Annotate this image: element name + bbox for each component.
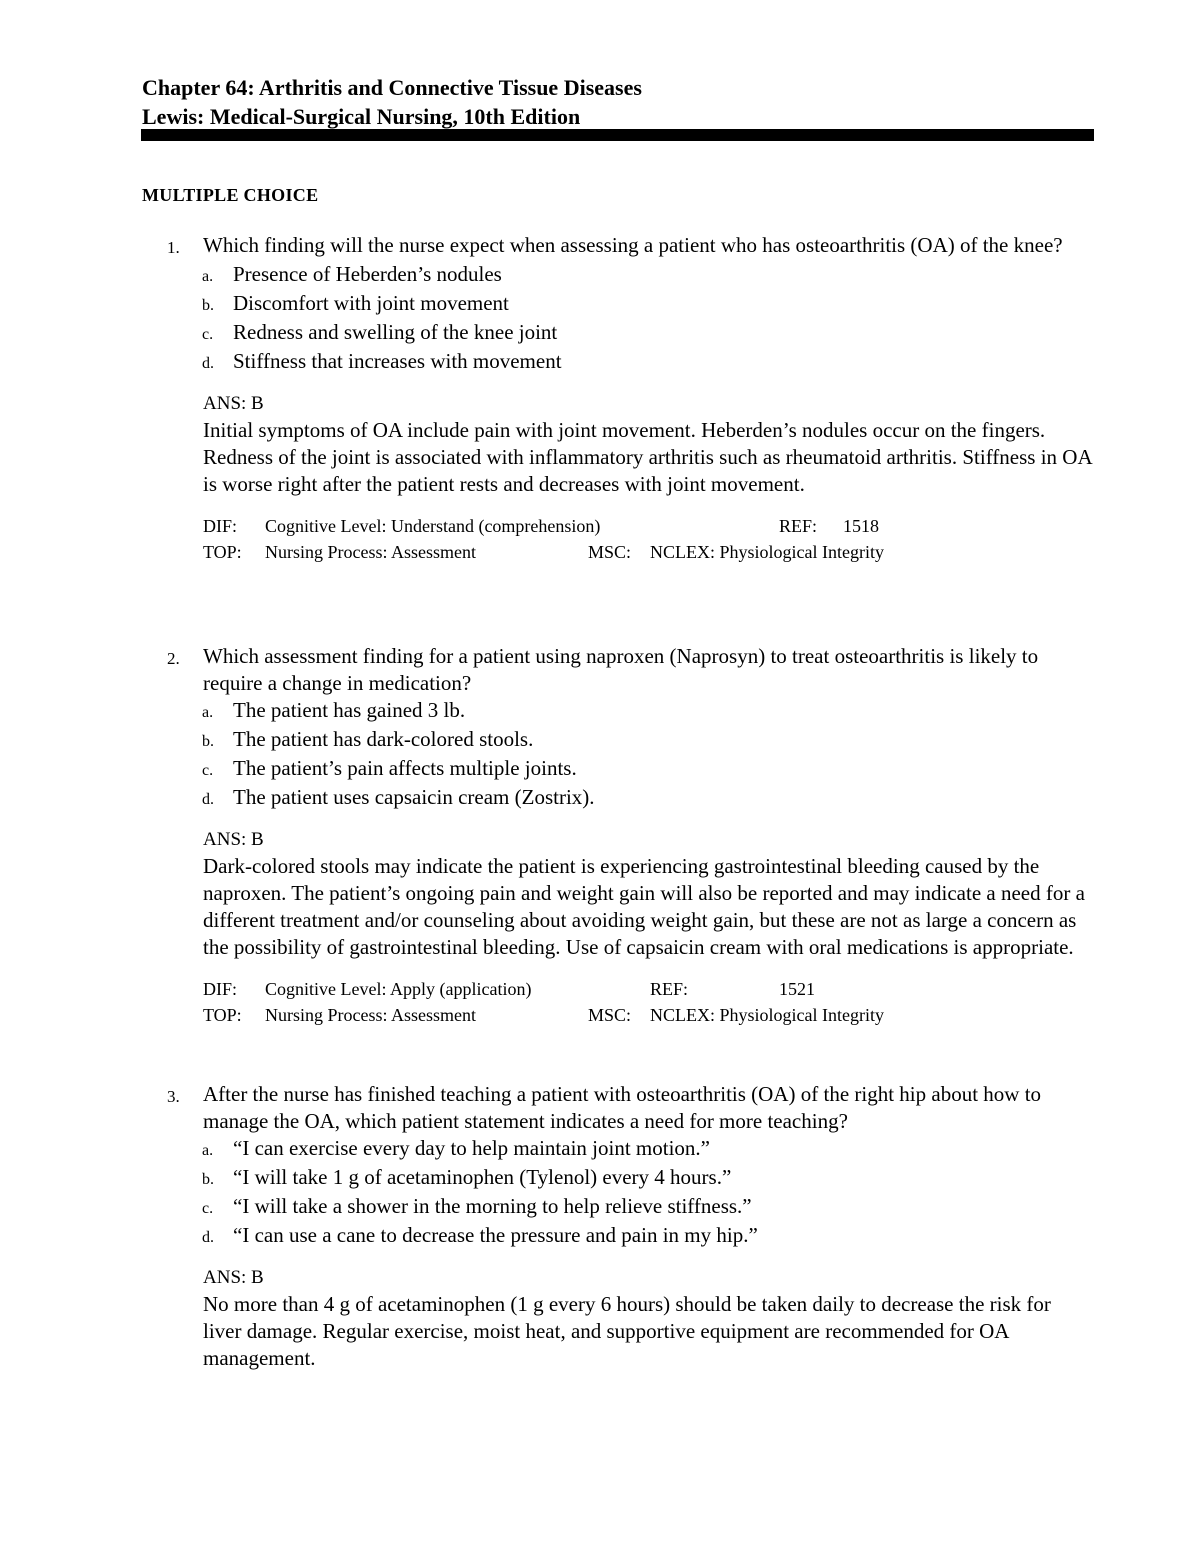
top-value: Nursing Process: Assessment <box>265 542 476 562</box>
top-value: Nursing Process: Assessment <box>265 1005 476 1025</box>
rationale: No more than 4 g of acetaminophen (1 g every 6 hours) should be taken daily to decrease the risk for liver damage. Regular exercise, moist heat, and supportive equipment are recommended for OA management. <box>203 1292 1051 1370</box>
header-rule <box>141 129 1094 141</box>
dif-value: Cognitive Level: Understand (comprehension) <box>265 516 601 536</box>
msc-value: NCLEX: Physiological Integrity <box>650 1005 884 1025</box>
option-letter: a. <box>202 268 214 285</box>
top-label: TOP: <box>203 1005 242 1025</box>
option-d <box>202 784 1102 813</box>
option-b <box>202 1164 1102 1193</box>
option-letter: b. <box>202 297 214 314</box>
option-letter: d. <box>202 355 214 372</box>
option-text: The patient has gained 3 lb. <box>233 698 466 722</box>
option-text: “I can use a cane to decrease the pressure and pain in my hip.” <box>233 1223 758 1247</box>
option-text: The patient’s pain affects multiple joints. <box>233 756 577 780</box>
option-letter: c. <box>202 1200 214 1217</box>
dif-label: DIF: <box>203 979 238 999</box>
book-title: Lewis: Medical-Surgical Nursing, 10th Edition <box>142 104 581 129</box>
ref-label: REF: <box>650 979 689 999</box>
question-stem: Which finding will the nurse expect when assessing a patient who has osteoarthritis (OA) of the knee? <box>203 233 1063 257</box>
question-3 <box>142 1081 1102 1372</box>
option-c <box>202 1193 1102 1222</box>
question-2 <box>142 643 1102 1028</box>
option-text: “I will take a shower in the morning to help relieve stiffness.” <box>233 1194 752 1218</box>
option-text: The patient has dark-colored stools. <box>233 727 534 751</box>
rationale: Initial symptoms of OA include pain with joint movement. Heberden’s nodules occur on the fingers. Redness of the joint is associated with inflammatory arthritis such as rheumatoid arthritis. Stiffness in OA is worse right after the patient rests and decreases with joint movement. <box>203 418 1092 496</box>
option-letter: d. <box>202 1229 214 1246</box>
answer: ANS: B <box>203 1267 264 1288</box>
options-list <box>202 1135 1102 1251</box>
option-letter: a. <box>202 1142 214 1159</box>
answer: ANS: B <box>203 393 264 414</box>
ref-value: 1518 <box>843 516 879 536</box>
msc-label: MSC: <box>588 542 632 562</box>
msc-label: MSC: <box>588 1005 632 1025</box>
option-b <box>202 290 1102 319</box>
option-text: Presence of Heberden’s nodules <box>233 262 502 286</box>
option-text: “I will take 1 g of acetaminophen (Tylenol) every 4 hours.” <box>233 1165 732 1189</box>
rationale: Dark-colored stools may indicate the patient is experiencing gastrointestinal bleeding caused by the naproxen. The patient’s ongoing pain and weight gain will also be reported and may indicate a need for a different treatment and/or counseling about avoiding weight gain, but these are not as large a concern as the possibility of gastrointestinal bleeding. Use of capsaicin cream with oral medications is appropriate. <box>203 854 1085 959</box>
option-c <box>202 319 1102 348</box>
option-text: The patient uses capsaicin cream (Zostrix). <box>233 785 595 809</box>
option-letter: b. <box>202 733 214 750</box>
chapter-title: Chapter 64: Arthritis and Connective Tissue Diseases <box>142 75 642 100</box>
question-metadata <box>203 976 1102 1028</box>
question-1 <box>142 232 1102 565</box>
option-text: “I can exercise every day to help maintain joint motion.” <box>233 1136 710 1160</box>
msc-value: NCLEX: Physiological Integrity <box>650 542 884 562</box>
option-text: Redness and swelling of the knee joint <box>233 320 558 344</box>
top-label: TOP: <box>203 542 242 562</box>
ref-value: 1521 <box>779 979 815 999</box>
question-number: 3. <box>167 1087 180 1106</box>
dif-label: DIF: <box>203 516 238 536</box>
option-letter: a. <box>202 704 214 721</box>
options-list <box>202 261 1102 377</box>
section-title: MULTIPLE CHOICE <box>142 185 319 205</box>
option-d <box>202 348 1102 377</box>
question-number: 2. <box>167 649 180 668</box>
question-number: 1. <box>167 238 180 257</box>
dif-value: Cognitive Level: Apply (application) <box>265 979 532 999</box>
option-a <box>202 697 1102 726</box>
question-stem: Which assessment finding for a patient using naproxen (Naprosyn) to treat osteoarthritis is likely to require a change in medication? <box>203 644 1039 695</box>
option-letter: c. <box>202 326 214 343</box>
question-metadata <box>203 513 1102 565</box>
option-letter: c. <box>202 762 214 779</box>
ref-label: REF: <box>779 516 818 536</box>
question-stem: After the nurse has finished teaching a patient with osteoarthritis (OA) of the right hip about how to manage the OA, which patient statement indicates a need for more teaching? <box>203 1082 1042 1133</box>
option-text: Discomfort with joint movement <box>233 291 509 315</box>
option-d <box>202 1222 1102 1251</box>
answer: ANS: B <box>203 829 264 850</box>
option-letter: b. <box>202 1171 214 1188</box>
option-text: Stiffness that increases with movement <box>233 349 562 373</box>
option-letter: d. <box>202 791 214 808</box>
option-a <box>202 261 1102 290</box>
options-list <box>202 697 1102 813</box>
option-a <box>202 1135 1102 1164</box>
option-c <box>202 755 1102 784</box>
option-b <box>202 726 1102 755</box>
